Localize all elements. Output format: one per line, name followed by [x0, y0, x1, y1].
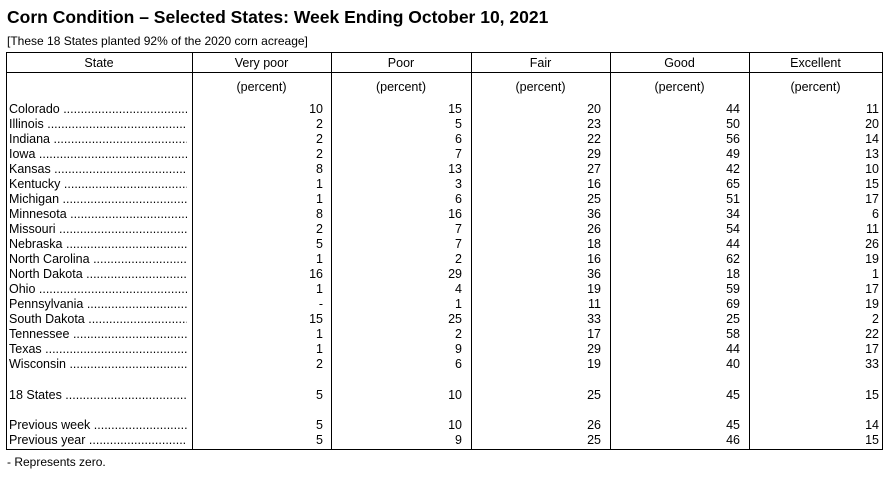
excellent-value: 20 [865, 117, 879, 131]
very-poor-value: 10 [309, 102, 323, 116]
excellent-value: 17 [865, 282, 879, 296]
table-row [6, 222, 883, 237]
poor-value: 1 [455, 297, 462, 311]
excellent-value: 15 [865, 177, 879, 191]
state-name: Iowa ..... [9, 147, 187, 162]
table-row [6, 132, 883, 147]
good-value: 42 [726, 162, 740, 176]
good-value: 50 [726, 117, 740, 131]
table-row [6, 237, 883, 252]
unit-label: (percent) [236, 80, 287, 94]
excellent-value: 6 [872, 207, 879, 221]
very-poor-value: 8 [316, 162, 323, 176]
table-row [6, 117, 883, 132]
table-row [6, 207, 883, 222]
excellent-value: 17 [865, 342, 879, 356]
very-poor-value: 2 [316, 357, 323, 371]
footnote: - Represents zero. [7, 455, 106, 469]
good-value: 65 [726, 177, 740, 191]
fair-value: 16 [587, 252, 601, 266]
page-title: Corn Condition – Selected States: Week Ending October 10, 2021 [7, 7, 549, 27]
table-row [6, 312, 883, 327]
table-row [6, 162, 883, 177]
header-very-poor: Very poor [234, 56, 289, 70]
excellent-value: 13 [865, 147, 879, 161]
header-poor: Poor [387, 56, 415, 70]
fair-value: 16 [587, 177, 601, 191]
very-poor-value: 2 [316, 222, 323, 236]
table-row [6, 177, 883, 192]
state-name: Wisconsin ..... [9, 357, 187, 372]
good-value: 56 [726, 132, 740, 146]
state-name: Illinois ..... [9, 117, 187, 132]
fair-value: 11 [588, 297, 601, 311]
very-poor-value: 2 [316, 132, 323, 146]
unit-label: (percent) [375, 80, 427, 94]
excellent-value: 26 [865, 237, 879, 251]
state-name: Minnesota ..... [9, 207, 187, 222]
poor-value: 10 [448, 388, 462, 402]
table-row [6, 357, 883, 372]
excellent-value: 2 [872, 312, 879, 326]
good-value: 45 [726, 388, 740, 402]
very-poor-value: 2 [316, 117, 323, 131]
very-poor-value: 5 [316, 418, 323, 432]
state-name: Nebraska ..... [9, 237, 187, 252]
unit-label: (percent) [790, 80, 841, 94]
very-poor-value: 1 [316, 327, 323, 341]
fair-value: 18 [587, 237, 601, 251]
fair-value: 29 [587, 147, 601, 161]
table-row [6, 147, 883, 162]
fair-value: 22 [587, 132, 601, 146]
very-poor-value: 5 [316, 388, 323, 402]
fair-value: 33 [587, 312, 601, 326]
poor-value: 25 [448, 312, 462, 326]
fair-value: 19 [587, 282, 601, 296]
header-fair: Fair [529, 56, 552, 70]
header-good: Good [664, 56, 695, 70]
good-value: 54 [726, 222, 740, 236]
poor-value: 2 [455, 252, 462, 266]
condition-table [6, 52, 883, 450]
excellent-value: 33 [865, 357, 879, 371]
fair-value: 20 [587, 102, 601, 116]
very-poor-value: 5 [316, 433, 323, 447]
good-value: 44 [726, 342, 740, 356]
excellent-value: 15 [865, 388, 879, 402]
table-row [6, 297, 883, 312]
fair-value: 27 [587, 162, 601, 176]
very-poor-value: 1 [316, 282, 323, 296]
good-value: 45 [726, 418, 740, 432]
very-poor-value: 1 [316, 177, 323, 191]
very-poor-value: 1 [316, 342, 323, 356]
excellent-value: 1 [872, 267, 879, 281]
table-row [6, 342, 883, 357]
state-name: Tennessee ..... [9, 327, 187, 342]
good-value: 40 [726, 357, 740, 371]
previous-week-row [6, 418, 883, 433]
excellent-value: 11 [866, 102, 879, 116]
good-value: 62 [726, 252, 740, 266]
very-poor-value: 1 [316, 252, 323, 266]
poor-value: 7 [455, 222, 462, 236]
good-value: 44 [726, 102, 740, 116]
table-row [6, 102, 883, 117]
very-poor-value: 2 [316, 147, 323, 161]
table-row [6, 252, 883, 267]
good-value: 58 [726, 327, 740, 341]
state-name: Colorado ..... [9, 102, 187, 117]
excellent-value: 10 [865, 162, 879, 176]
poor-value: 7 [455, 147, 462, 161]
header-state: State [84, 56, 114, 70]
poor-value: 7 [455, 237, 462, 251]
poor-value: 10 [448, 418, 462, 432]
fair-value: 19 [587, 357, 601, 371]
poor-value: 9 [455, 433, 462, 447]
state-name: Missouri ..... [9, 222, 187, 237]
fair-value: 26 [587, 418, 601, 432]
poor-value: 4 [455, 282, 462, 296]
state-name: Kansas ..... [9, 162, 187, 177]
good-value: 49 [726, 147, 740, 161]
poor-value: 9 [455, 342, 462, 356]
excellent-value: 22 [865, 327, 879, 341]
poor-value: 13 [448, 162, 462, 176]
poor-value: 6 [455, 132, 462, 146]
state-name: Previous week ..... [9, 418, 187, 433]
state-name: Previous year ..... [9, 433, 187, 448]
very-poor-value: 15 [309, 312, 323, 326]
poor-value: 5 [455, 117, 462, 131]
unit-label: (percent) [515, 80, 566, 94]
state-name: 18 States ..... [9, 388, 187, 403]
table-row [6, 327, 883, 342]
excellent-value: 19 [865, 252, 879, 266]
unit-label: (percent) [654, 80, 705, 94]
fair-value: 36 [587, 267, 601, 281]
fair-value: 26 [587, 222, 601, 236]
poor-value: 3 [455, 177, 462, 191]
state-name: Kentucky ..... [9, 177, 187, 192]
state-name: Michigan ..... [9, 192, 187, 207]
excellent-value: 19 [865, 297, 879, 311]
very-poor-value: 8 [316, 207, 323, 221]
poor-value: 16 [448, 207, 462, 221]
state-name: North Dakota ..... [9, 267, 187, 282]
good-value: 51 [726, 192, 740, 206]
good-value: 46 [726, 433, 740, 447]
good-value: 25 [726, 312, 740, 326]
very-poor-value: 16 [309, 267, 323, 281]
poor-value: 6 [455, 192, 462, 206]
table-row [6, 267, 883, 282]
header-excellent: Excellent [790, 56, 841, 70]
very-poor-value: 5 [316, 237, 323, 251]
state-name: Indiana ..... [9, 132, 187, 147]
previous-year-row [6, 433, 883, 448]
excellent-value: 17 [865, 192, 879, 206]
state-name: Texas ..... [9, 342, 187, 357]
table-row [6, 282, 883, 297]
page-subtitle: [These 18 States planted 92% of the 2020 corn acreage] [7, 34, 308, 48]
table-top-rule [6, 52, 883, 53]
fair-value: 17 [587, 327, 601, 341]
table-row [6, 192, 883, 207]
good-value: 69 [726, 297, 740, 311]
fair-value: 23 [587, 117, 601, 131]
fair-value: 36 [587, 207, 601, 221]
state-name: Ohio ..... [9, 282, 187, 297]
excellent-value: 14 [865, 418, 879, 432]
good-value: 34 [726, 207, 740, 221]
poor-value: 15 [448, 102, 462, 116]
fair-value: 25 [587, 433, 601, 447]
poor-value: 6 [455, 357, 462, 371]
fair-value: 25 [587, 388, 601, 402]
very-poor-value: - [318, 297, 323, 311]
excellent-value: 11 [866, 222, 879, 236]
good-value: 59 [726, 282, 740, 296]
very-poor-value: 1 [316, 192, 323, 206]
good-value: 44 [726, 237, 740, 251]
state-name: Pennsylvania ..... [9, 297, 187, 312]
state-name: North Carolina ..... [9, 252, 187, 267]
fair-value: 29 [587, 342, 601, 356]
state-name: South Dakota ..... [9, 312, 187, 327]
good-value: 18 [726, 267, 740, 281]
excellent-value: 15 [865, 433, 879, 447]
poor-value: 2 [455, 327, 462, 341]
table-header-rule [6, 72, 883, 73]
table-bottom-rule [6, 449, 883, 450]
poor-value: 29 [448, 267, 462, 281]
fair-value: 25 [587, 192, 601, 206]
excellent-value: 14 [865, 132, 879, 146]
total-row [6, 388, 883, 403]
